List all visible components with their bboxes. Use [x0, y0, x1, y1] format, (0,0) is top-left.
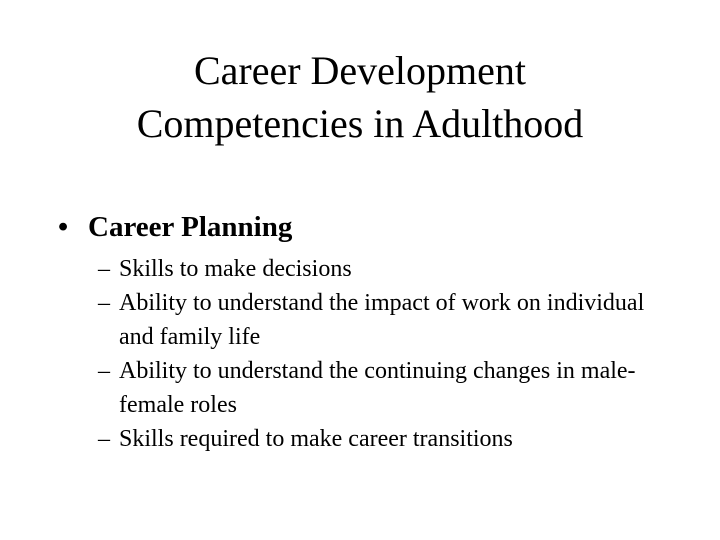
dash-marker: –: [98, 358, 110, 384]
sub-bullet-item: [98, 354, 678, 422]
bullet-career-planning: [58, 208, 678, 246]
bullet-label: Career Planning: [88, 211, 293, 243]
sub-bullet-item: [98, 286, 678, 354]
sub-bullet-list: [98, 252, 678, 456]
dash-marker: –: [98, 290, 110, 316]
bullet-marker: •: [58, 211, 69, 243]
slide-body: [58, 208, 678, 456]
dash-marker: –: [98, 256, 110, 282]
sub-bullet-text: Ability to understand the impact of work on individual and family life: [119, 290, 645, 350]
sub-bullet-text: Skills required to make career transitions: [119, 426, 513, 452]
sub-bullet-text: Ability to understand the continuing changes in male-female roles: [119, 358, 636, 418]
sub-bullet-item: [98, 422, 678, 456]
slide-title: [60, 44, 660, 150]
title-line-1: Career Development: [193, 48, 527, 93]
dash-marker: –: [98, 426, 110, 452]
title-line-2: Competencies in Adulthood: [136, 101, 584, 146]
sub-bullet-item: [98, 252, 678, 286]
sub-bullet-text: Skills to make decisions: [119, 256, 352, 282]
